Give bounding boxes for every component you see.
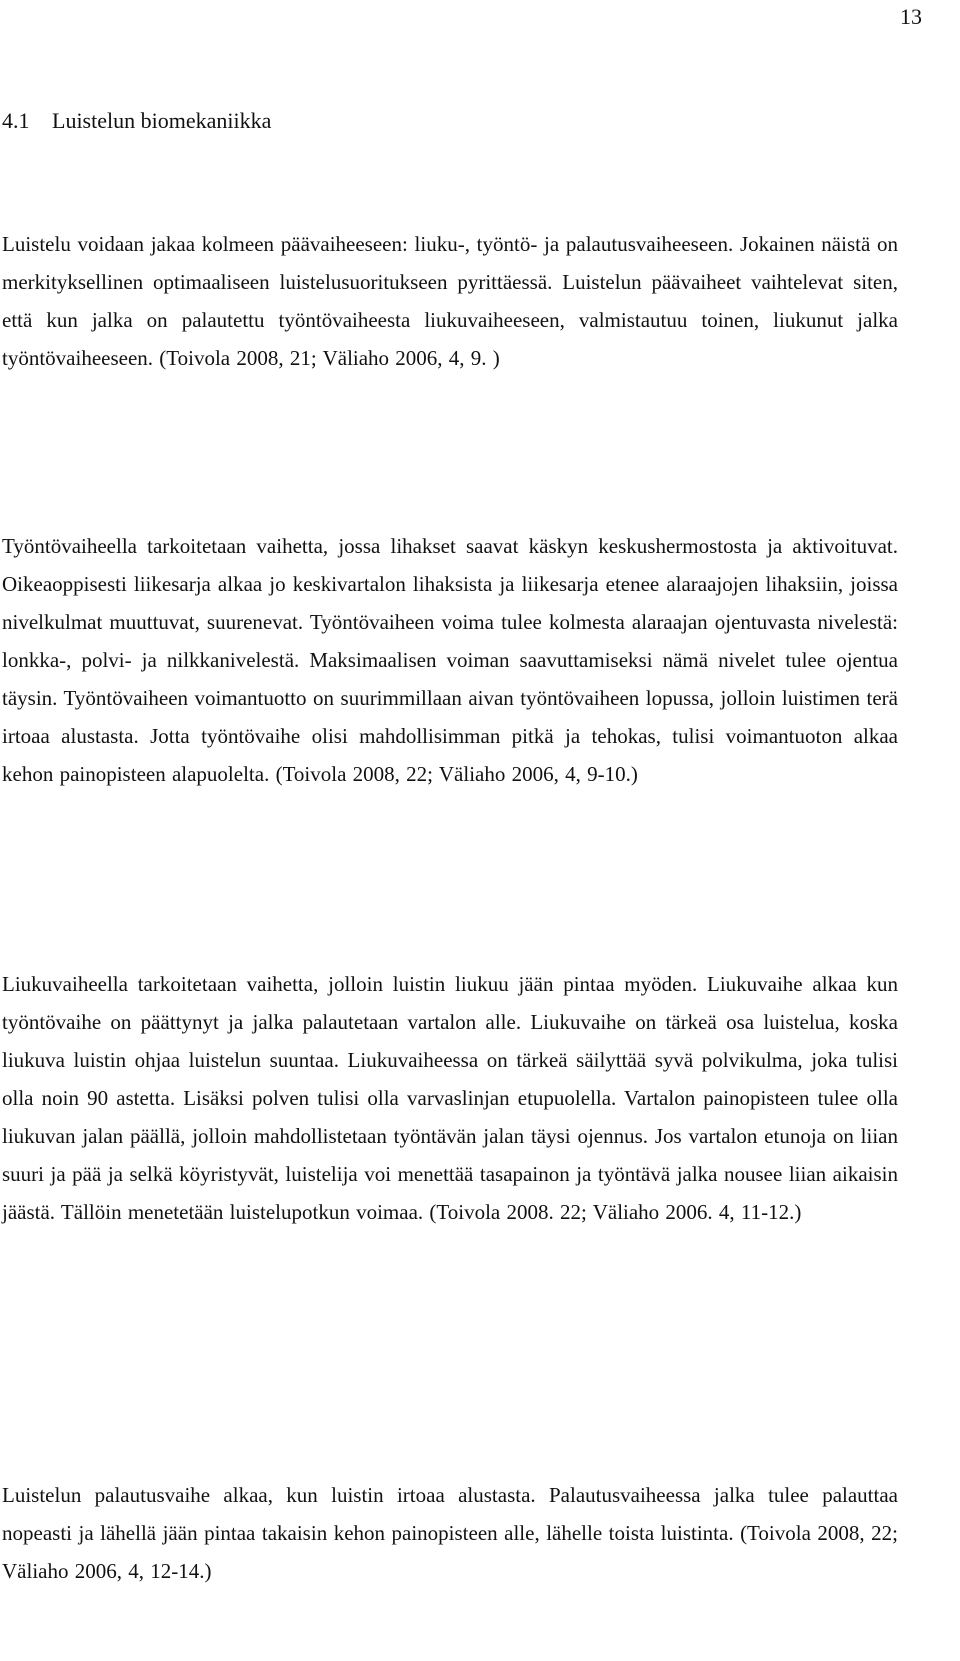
paragraph-push-phase: Työntövaiheella tarkoitetaan vaihetta, jossa lihakset saavat käskyn keskushermostosta ja aktivoituvat. Oikeaoppisesti liikesarja alkaa jo keskivartalon lihaksista ja liikesarja etenee alaraajojen lihaksiin, joissa nivelkulmat muuttuvat, suurenevat. Työntövaiheen voima tulee kolmesta alaraajan ojentuvasta nivelestä: lonkka-, polvi- ja nilkkanivelestä. Maksimaalisen voiman saavuttamiseksi nämä nivelet tulee ojentua täysin. Työntövaiheen voimantuotto on suurimmillaan aivan työntövaiheen lopussa, jolloin luistimen terä irtoaa alustasta. Jotta työntövaihe olisi mahdollisimman pitkä ja tehokas, tulisi voimantuoton alkaa kehon painopisteen alapuolelta. (Toivola 2008, 22; Väliaho 2006, 4, 9-10.) bbox=[2, 534, 898, 786]
page-number: 13 bbox=[900, 4, 922, 29]
section-number: 4.1 bbox=[2, 108, 30, 133]
paragraph-phases-overview: Luistelu voidaan jakaa kolmeen päävaiheeseen: liuku-, työntö- ja palautusvaiheeseen. Jokainen näistä on merkityksellinen optimaaliseen luistelusuoritukseen pyrittäessä. Luistelun päävaiheet vaihtelevat siten, että kun jalka on palautettu työntövaiheesta liukuvaiheeseen, valmistautuu toinen, liukunut jalka työntövaiheeseen. (Toivola 2008, 21; Väliaho 2006, 4, 9. ) bbox=[2, 232, 898, 370]
paragraph-glide-phase: Liukuvaiheella tarkoitetaan vaihetta, jolloin luistin liukuu jään pintaa myöden. Liukuvaihe alkaa kun työntövaihe on päättynyt ja jalka palautetaan vartalon alle. Liukuvaihe on tärkeä osa luistelua, koska liukuva luistin ohjaa luistelun suuntaa. Liukuvaiheessa on tärkeä säilyttää syvä polvikulma, joka tulisi olla noin 90 astetta. Lisäksi polven tulisi olla varvaslinjan etupuolella. Vartalon painopisteen tulee olla liukuvan jalan päällä, jolloin mahdollistetaan työntävän jalan täysi ojennus. Jos vartalon etunoja on liian suuri ja pää ja selkä köyristyvät, luistelija voi menettää tasapainon ja työntävä jalka nousee liian aikaisin jäästä. Tällöin menetetään luistelupotkun voimaa. (Toivola 2008. 22; Väliaho 2006. 4, 11-12.) bbox=[2, 972, 898, 1224]
section-heading bbox=[2, 106, 271, 136]
section-title: Luistelun biomekaniikka bbox=[52, 108, 272, 133]
paragraph-recovery-phase: Luistelun palautusvaihe alkaa, kun luistin irtoaa alustasta. Palautusvaiheessa jalka tulee palauttaa nopeasti ja lähellä jään pintaa takaisin kehon painopisteen alle, lähelle toista luistinta. (Toivola 2008, 22; Väliaho 2006, 4, 12-14.) bbox=[2, 1483, 898, 1583]
